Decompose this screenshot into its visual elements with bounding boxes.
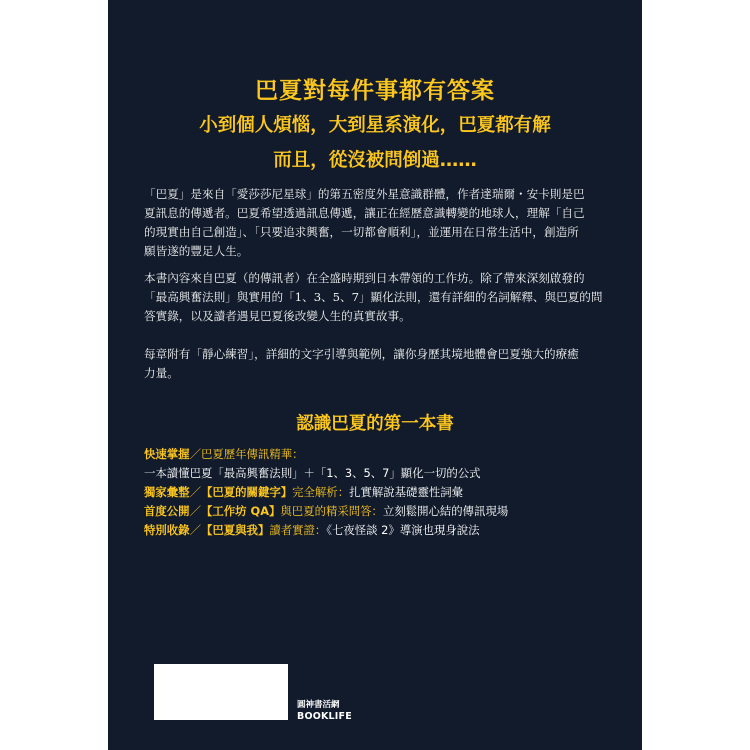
feature-slash: ／ (189, 485, 201, 499)
feature-tag: 首度公開 (144, 504, 190, 518)
feature-highlight: 與巴夏的精采問答： (280, 504, 383, 518)
feature-bracket: 【巴夏與我】 (200, 523, 270, 537)
intro-line: 「最高興奮法則」與實用的「1、3、5、7」顯化法則，還有詳細的名詞解釋、與巴夏的問 (144, 290, 603, 304)
publisher-name-en: BOOKLIFE (297, 711, 352, 722)
feature-tag: 獨家彙整 (144, 485, 190, 499)
feature-item-1 (144, 445, 614, 463)
headline-sub-2: 而且，從沒被問倒過…… (273, 150, 477, 171)
feature-text: 一本讀懂巴夏「最高興奮法則」＋「1、3、5、7」顯化一切的公式 (144, 466, 481, 480)
headline-sub-1: 小到個人煩惱，大到星系演化，巴夏都有解 (199, 115, 551, 136)
publisher-name-cn: 圓神書活網 (297, 700, 340, 710)
intro-paragraph-2 (144, 269, 608, 326)
intro-paragraph-1 (144, 185, 608, 261)
intro-line: 的現實由自己創造」、「只要追求興奮，一切都會順利」，並運用在日常生活中，創造所 (144, 225, 579, 239)
feature-text: 扎實解說基礎靈性詞彙 (349, 485, 464, 499)
feature-highlight: 完全解析： (292, 485, 350, 499)
feature-item-3 (144, 502, 614, 520)
headline-main: 巴夏對每件事都有答案 (255, 78, 495, 104)
book-back-cover (108, 0, 642, 750)
intro-line: 願皆遂的豐足人生。 (144, 244, 249, 258)
intro-paragraph-3 (144, 345, 608, 383)
intro-line: 「巴夏」是來自「愛莎莎尼星球」的第五密度外星意識群體，作者達瑞爾・安卡則是巴 (144, 187, 585, 201)
feature-slash: ／ (189, 523, 201, 537)
feature-tag: 特別收錄 (144, 523, 190, 537)
feature-text: ／巴夏歷年傳訊精華： (189, 447, 304, 461)
feature-tag: 快速掌握 (144, 447, 190, 461)
feature-item-4 (144, 521, 614, 539)
intro-line: 本書內容來自巴夏（的傳訊者）在全盛時期到日本帶領的工作坊。除了帶來深刻啟發的 (144, 271, 585, 285)
feature-bracket: 【工作坊 QA】 (200, 504, 281, 518)
feature-bracket: 【巴夏的關鍵字】 (200, 485, 293, 499)
intro-line: 答實錄，以及讀者遇見巴夏後改變人生的真實故事。 (144, 309, 411, 323)
barcode-area (154, 664, 288, 720)
section-title: 認識巴夏的第一本書 (296, 414, 454, 434)
feature-highlight: 讀者實證： (269, 523, 327, 537)
feature-slash: ／ (189, 504, 201, 518)
feature-text: 《七夜怪談 2》導演也現身說法 (326, 523, 480, 537)
intro-line: 每章附有「靜心練習」，詳細的文字引導與範例，讓你身歷其境地體會巴夏強大的療癒 (144, 347, 579, 361)
feature-item-1-detail (144, 464, 614, 482)
feature-text: 立刻鬆開心結的傳訊現場 (382, 504, 509, 518)
intro-line: 夏訊息的傳遞者。巴夏希望透過訊息傳遞，讓正在經歷意識轉變的地球人，理解「自己 (144, 206, 585, 220)
publisher-logo (297, 700, 352, 722)
intro-line: 力量。 (144, 366, 179, 380)
feature-item-2 (144, 483, 614, 501)
